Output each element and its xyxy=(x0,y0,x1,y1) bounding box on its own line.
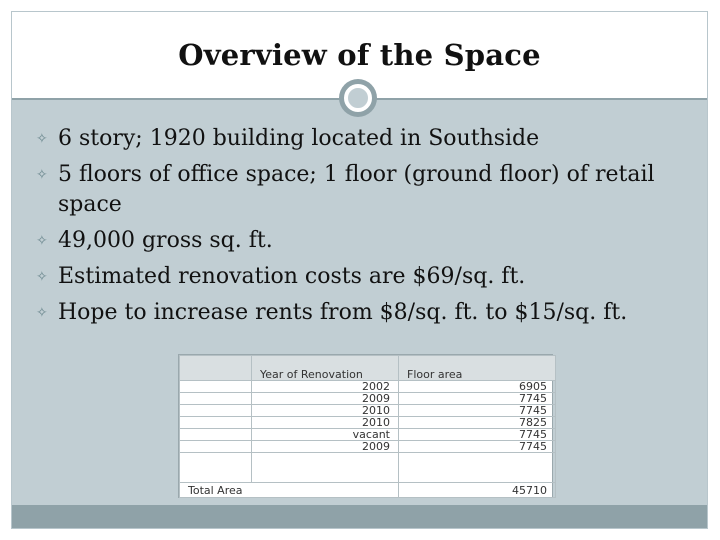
bullet-icon: ✧ xyxy=(36,305,48,321)
table-row xyxy=(180,405,556,417)
table-row xyxy=(180,453,556,483)
bullet-item xyxy=(30,160,700,220)
bullet-item xyxy=(30,124,700,154)
table-total-row xyxy=(180,483,556,498)
bullet-text: Hope to increase rents from $8/sq. ft. to $15/sq. ft. xyxy=(58,300,628,325)
table-cell: 6905 xyxy=(399,381,556,393)
table-header-cell xyxy=(180,356,252,381)
bullet-text: 49,000 gross sq. ft. xyxy=(58,228,273,253)
table-total-label: Total Area xyxy=(180,483,399,498)
bullet-item xyxy=(30,298,700,328)
bullet-icon: ✧ xyxy=(36,233,48,249)
circle-ornament-icon xyxy=(339,79,377,117)
bullet-icon: ✧ xyxy=(36,167,48,183)
table-cell: 7745 xyxy=(399,441,556,453)
bullet-text: 5 floors of office space; 1 floor (ground floor) of retail space xyxy=(58,162,655,217)
table-cell xyxy=(180,417,252,429)
table-header-row xyxy=(180,356,556,381)
table-cell xyxy=(180,393,252,405)
table-cell: 7825 xyxy=(399,417,556,429)
table-row xyxy=(180,381,556,393)
table-cell xyxy=(180,429,252,441)
table-row xyxy=(180,393,556,405)
table-cell: 2010 xyxy=(252,405,399,417)
table-total-value: 45710 xyxy=(399,483,556,498)
table-cell: 2010 xyxy=(252,417,399,429)
table-cell: 7745 xyxy=(399,405,556,417)
bullet-item xyxy=(30,262,700,292)
table-cell: 7745 xyxy=(399,393,556,405)
footer-bar xyxy=(12,505,707,528)
bullet-text: Estimated renovation costs are $69/sq. ft. xyxy=(58,264,526,289)
table-row xyxy=(180,441,556,453)
table-cell: 7745 xyxy=(399,429,556,441)
bullet-list xyxy=(30,124,700,334)
table-cell xyxy=(180,441,252,453)
table-cell: vacant xyxy=(252,429,399,441)
table-cell xyxy=(180,381,252,393)
table-header-cell: Floor area xyxy=(399,356,556,381)
table-cell: 2002 xyxy=(252,381,399,393)
slide-title: Overview of the Space xyxy=(178,38,541,72)
table-cell: 2009 xyxy=(252,393,399,405)
table-row xyxy=(180,417,556,429)
table-cell xyxy=(180,405,252,417)
bullet-text: 6 story; 1920 building located in Southside xyxy=(58,126,540,151)
table-cell: 2009 xyxy=(252,441,399,453)
bullet-item xyxy=(30,226,700,256)
bullet-icon: ✧ xyxy=(36,269,48,285)
bullet-icon: ✧ xyxy=(36,131,48,147)
table-header-cell: Year of Renovation xyxy=(252,356,399,381)
table-row xyxy=(180,429,556,441)
renovation-table xyxy=(178,354,553,498)
